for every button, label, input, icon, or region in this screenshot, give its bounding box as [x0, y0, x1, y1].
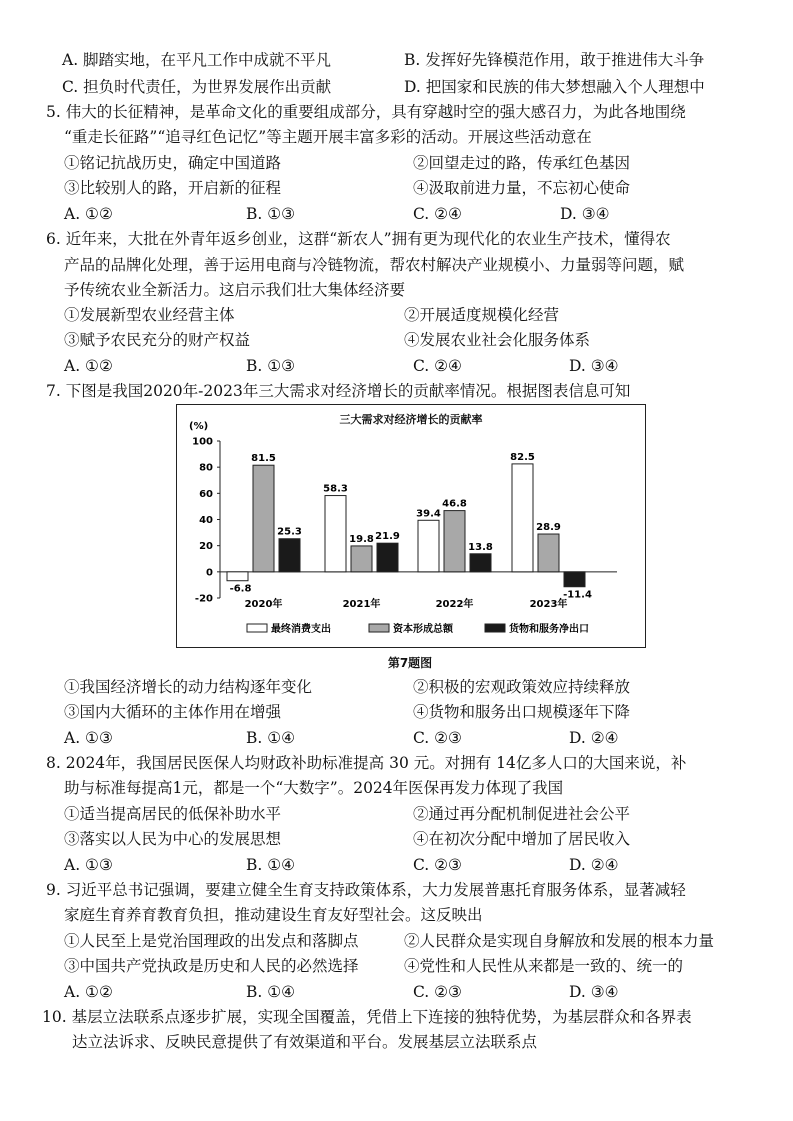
q7-statement-2: ②积极的宏观政策效应持续释放	[413, 678, 631, 696]
q9-statement-2: ②人民群众是实现自身解放和发展的根本力量	[404, 932, 715, 950]
q9-option-d: D. ③④	[569, 983, 619, 1001]
q6-stem-line2: 产品的品牌化处理，善于运用电商与冷链物流，帮农村解决产业规模小、力量弱等问题，赋	[64, 256, 685, 274]
data-label: 13.8	[468, 541, 493, 553]
q8-statement-1: ①适当提高居民的低保补助水平	[64, 805, 282, 823]
q8-statement-2: ②通过再分配机制促进社会公平	[413, 805, 631, 823]
q6-statement-1: ①发展新型农业经营主体	[64, 306, 235, 324]
legend-swatch	[369, 624, 389, 632]
chart-title: 三大需求对经济增长的贡献率	[339, 413, 483, 426]
q8-option-b: B. ①④	[246, 856, 296, 874]
q5-stem-line1: 5. 伟大的长征精神，是革命文化的重要组成部分，具有穿越时空的强大感召力，为此各地围绕	[46, 103, 686, 121]
q8-option-d: D. ②④	[569, 856, 619, 874]
q7-statement-4: ④货物和服务出口规模逐年下降	[413, 703, 631, 721]
bar	[418, 520, 439, 572]
q6-stem-line1: 6. 近年来，大批在外青年返乡创业，这群“新农人”拥有更为现代化的农业生产技术，懂得农	[46, 230, 671, 248]
bar	[470, 554, 491, 572]
bar	[512, 464, 533, 572]
q6-option-c: C. ②④	[413, 357, 462, 375]
data-label: 19.8	[349, 533, 374, 545]
q7-option-d: D. ②④	[569, 729, 619, 747]
q9-option-a: A. ①②	[64, 983, 113, 1001]
x-category-label: 2021年	[342, 599, 381, 610]
q5-option-a: A. ①②	[64, 205, 113, 223]
q9-statement-1: ①人民至上是党治国理政的出发点和落脚点	[64, 932, 359, 950]
q8-option-a: A. ①③	[64, 856, 113, 874]
data-label: 46.8	[442, 498, 467, 510]
q5-option-b: B. ①③	[246, 205, 296, 223]
q8-statement-4: ④在初次分配中增加了居民收入	[413, 830, 631, 848]
q9-option-c: C. ②③	[413, 983, 462, 1001]
data-label: 39.4	[416, 508, 441, 520]
x-category-label: 2022年	[435, 599, 474, 610]
q8-statement-3: ③落实以人民为中心的发展思想	[64, 830, 282, 848]
bar	[279, 539, 300, 572]
data-label: 21.9	[375, 531, 400, 543]
y-tick-label: 40	[199, 515, 213, 526]
q6-option-b: B. ①③	[246, 357, 296, 375]
bar	[253, 465, 274, 572]
q6-statement-2: ②开展适度规模化经营	[404, 306, 560, 324]
data-label: 25.3	[277, 526, 302, 538]
y-tick-label: -20	[194, 593, 213, 605]
q4-option-d: D. 把国家和民族的伟大梦想融入个人理想中	[404, 78, 705, 96]
q10-stem-line1: 10. 基层立法联系点逐步扩展，实现全国覆盖，凭借上下连接的独特优势，为基层群众和各界表	[42, 1008, 692, 1026]
q7-statement-3: ③国内大循环的主体作用在增强	[64, 703, 282, 721]
chart-figure	[176, 404, 646, 648]
q7-option-a: A. ①③	[64, 729, 113, 747]
data-label: 81.5	[251, 453, 276, 465]
x-category-label: 2020年	[244, 599, 283, 610]
q4-option-a: A. 脚踏实地，在平凡工作中成就不平凡	[62, 51, 332, 69]
q5-stem-line2: “重走长征路”“追寻红色记忆”等主题开展丰富多彩的活动。开展这些活动意在	[64, 128, 592, 146]
legend-swatch	[247, 624, 267, 632]
bar	[325, 496, 346, 572]
q8-stem-line1: 8. 2024年，我国居民医保人均财政补助标准提高 30 元。对拥有 14亿多人口的大国来说，补	[46, 754, 687, 772]
bar	[444, 511, 465, 572]
bar	[227, 572, 248, 581]
q4-option-b: B. 发挥好先锋模范作用，敢于推进伟大斗争	[404, 51, 705, 69]
q8-stem-line2: 助与标准每提高1元，都是一个“大数字”。2024年医保再发力体现了我国	[64, 779, 564, 797]
q5-statement-3: ③比较别人的路，开启新的征程	[64, 179, 282, 197]
q7-stem: 7. 下图是我国2020年-2023年三大需求对经济增长的贡献率情况。根据图表信息可知	[46, 382, 631, 400]
figure-caption: 第7题图	[387, 656, 433, 670]
q7-option-c: C. ②③	[413, 729, 462, 747]
x-category-label: 2023年	[529, 599, 568, 610]
bar	[564, 572, 585, 587]
legend-label: 资本形成总额	[393, 624, 453, 635]
q5-statement-4: ④汲取前进力量，不忘初心使命	[413, 179, 631, 197]
q5-statement-1: ①铭记抗战历史，确定中国道路	[64, 154, 282, 172]
data-label: -6.8	[229, 583, 252, 595]
data-label: -11.4	[563, 589, 592, 601]
q8-option-c: C. ②③	[413, 856, 462, 874]
q5-option-c: C. ②④	[413, 205, 462, 223]
q6-option-d: D. ③④	[569, 357, 619, 375]
legend-label: 货物和服务净出口	[509, 624, 589, 635]
data-label: 58.3	[323, 483, 348, 495]
data-label: 82.5	[510, 451, 535, 463]
y-tick-label: 0	[206, 567, 213, 579]
bar	[538, 534, 559, 572]
legend-label: 最终消费支出	[271, 624, 331, 635]
q9-statement-4: ④党性和人民性从来都是一致的、统一的	[404, 957, 684, 975]
q7-statement-1: ①我国经济增长的动力结构逐年变化	[64, 678, 313, 696]
q6-option-a: A. ①②	[64, 357, 113, 375]
bar	[351, 546, 372, 572]
data-label: 28.9	[536, 522, 561, 534]
q9-statement-3: ③中国共产党执政是历史和人民的必然选择	[64, 957, 359, 975]
y-tick-label: 100	[192, 436, 213, 448]
y-tick-label: 60	[199, 488, 213, 500]
q9-stem-line1: 9. 习近平总书记强调，要建立健全生育支持政策体系，大力发展普惠托育服务体系，显著减轻	[46, 881, 686, 899]
q5-statement-2: ②回望走过的路，传承红色基因	[413, 154, 631, 172]
q4-option-c: C. 担负时代责任，为世界发展作出贡献	[62, 78, 332, 96]
bar-chart	[177, 405, 645, 647]
q10-stem-line2: 达立法诉求、反映民意提供了有效渠道和平台。发展基层立法联系点	[72, 1033, 538, 1051]
q9-option-b: B. ①④	[246, 983, 296, 1001]
bar	[377, 543, 398, 572]
q6-stem-line3: 予传统农业全新活力。这启示我们壮大集体经济要	[64, 281, 406, 299]
q6-statement-3: ③赋予农民充分的财产权益	[64, 331, 251, 349]
q7-option-b: B. ①④	[246, 729, 296, 747]
q9-stem-line2: 家庭生育养育教育负担，推动建设生育友好型社会。这反映出	[64, 906, 483, 924]
legend-swatch	[485, 624, 505, 632]
q5-option-d: D. ③④	[560, 205, 610, 223]
q6-statement-4: ④发展农业社会化服务体系	[404, 331, 591, 349]
y-tick-label: 80	[199, 462, 213, 474]
y-tick-label: 20	[199, 541, 213, 553]
y-axis-label: (%)	[189, 421, 209, 432]
